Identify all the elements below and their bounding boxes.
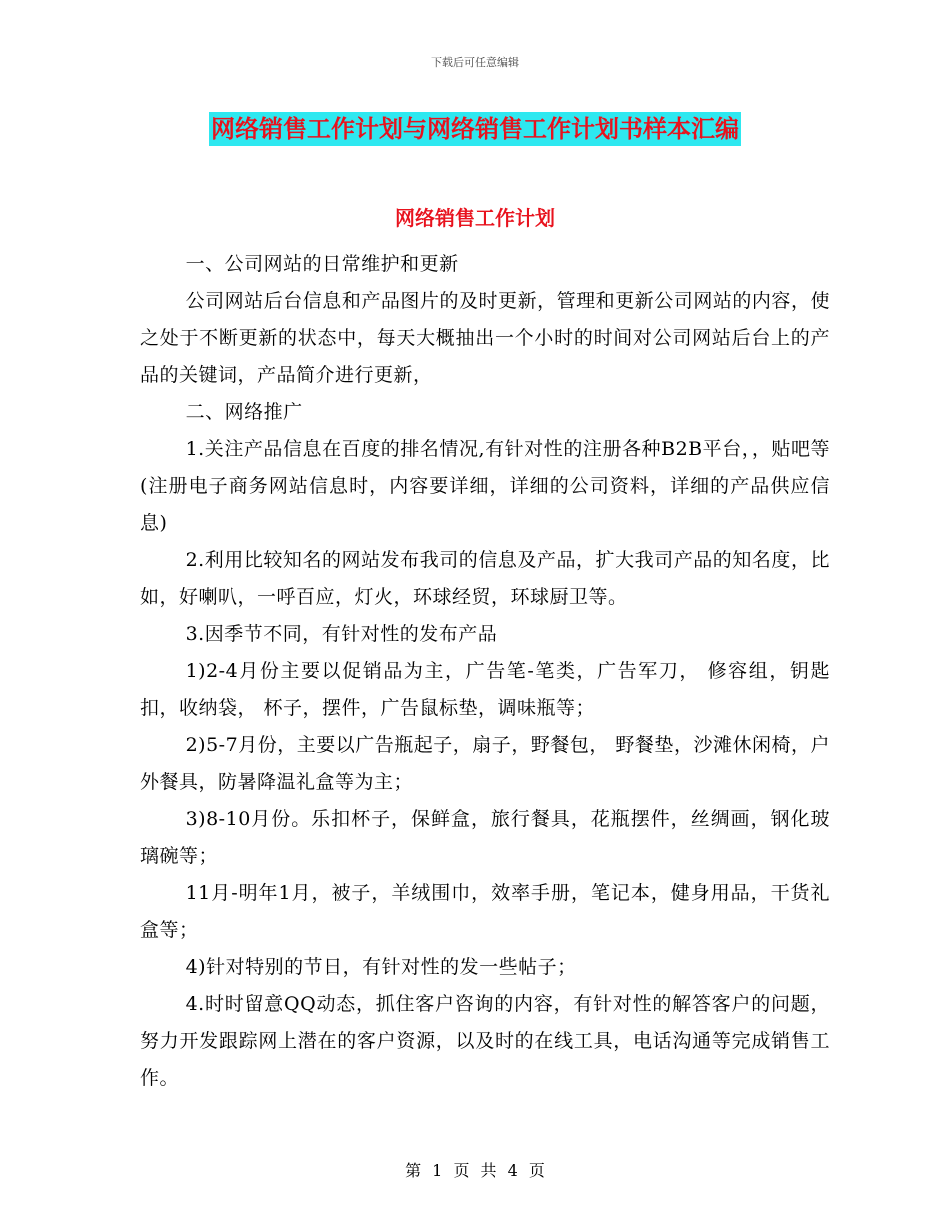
paragraph: 3.因季节不同，有针对性的发布产品 <box>185 623 498 645</box>
paragraph: 二、网络推广 <box>185 401 303 423</box>
paragraph: 11月-明年1月，被子，羊绒围巾，效率手册，笔记本，健身用品，干货礼盒等； <box>140 882 830 941</box>
paragraph: 2)5-7月份，主要以广告瓶起子，扇子，野餐包， 野餐垫，沙滩休闲椅，户外餐具，防暑降温礼盒等为主； <box>140 734 830 793</box>
body-text <box>140 246 830 1097</box>
header-note: 下载后可任意编辑 <box>431 56 519 69</box>
paragraph: 2.利用比较知名的网站发布我司的信息及产品，扩大我司产品的知名度，比如，好喇叭，一呼百应，灯火，环球经贸，环球厨卫等。 <box>140 549 830 608</box>
paragraph: 1.关注产品信息在百度的排名情况,有针对性的注册各种B2B平台，，贴吧等 (注册电子商务网站信息时，内容要详细，详细的公司资料，详细的产品供应信息) <box>140 438 830 534</box>
paragraph: 公司网站后台信息和产品图片的及时更新，管理和更新公司网站的内容，使之处于不断更新的状态中，每天大概抽出一个小时的时间对公司网站后台上的产品的关键词，产品简介进行更新， <box>140 290 830 386</box>
paragraph: 1)2-4月份主要以促销品为主，广告笔-笔类，广告军刀， 修容组，钥匙扣，收纳袋， 杯子，摆件，广告鼠标垫，调味瓶等； <box>140 660 830 719</box>
main-title-wrap <box>0 112 950 146</box>
main-title: 网络销售工作计划与网络销售工作计划书样本汇编 <box>209 112 741 146</box>
page-footer: 第 1 页 共 4 页 <box>405 1161 545 1180</box>
paragraph: 4)针对特别的节日，有针对性的发一些帖子； <box>185 956 577 978</box>
paragraph: 3)8-10月份。乐扣杯子，保鲜盒，旅行餐具，花瓶摆件，丝绸画，钢化玻璃碗等； <box>140 808 830 867</box>
paragraph: 4.时时留意QQ动态，抓住客户咨询的内容，有针对性的解答客户的问题，努力开发跟踪网上潜在的客户资源，以及时的在线工具，电话沟通等完成销售工作。 <box>140 993 830 1089</box>
paragraph: 一、公司网站的日常维护和更新 <box>185 253 459 275</box>
section-title: 网络销售工作计划 <box>395 206 555 230</box>
